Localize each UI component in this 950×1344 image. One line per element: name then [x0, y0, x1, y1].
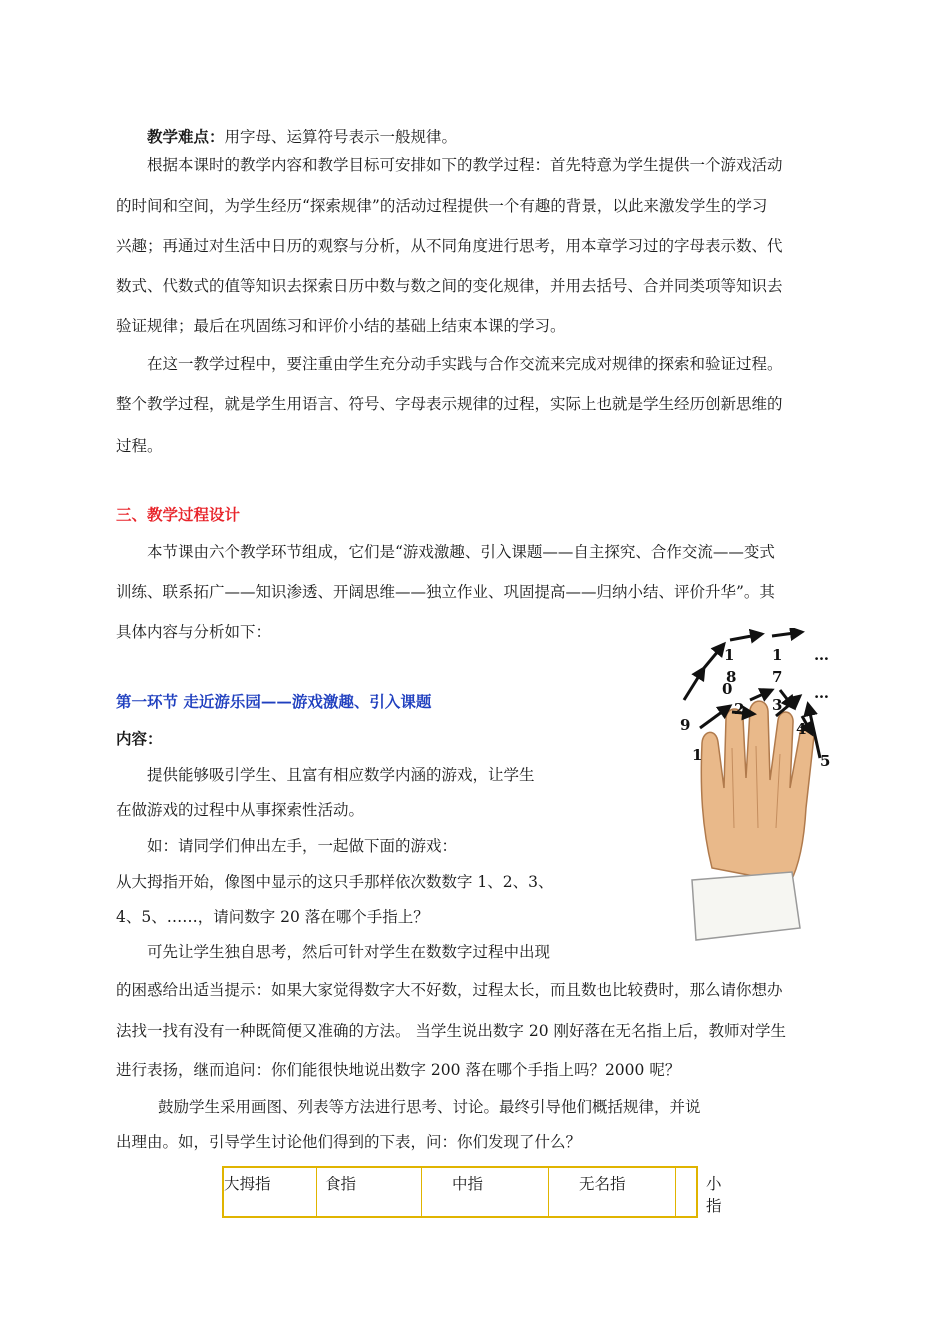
label-1: 1: [724, 646, 735, 664]
para1-line-2: 的时间和空间，为学生经历“探索规律”的活动过程提供一个有趣的背景，以此来激发学生的学习: [116, 197, 768, 215]
para4-line-1: 提供能够吸引学生、且富有相应数学内涵的游戏，让学生: [147, 766, 535, 784]
para4-line-4: 从大拇指开始，像图中显示的这只手那样依次数数字 1、2、3、: [116, 873, 554, 891]
label-3: 1: [772, 646, 783, 664]
table-header-cell: 无名指: [549, 1167, 676, 1217]
label-13: 5: [820, 752, 831, 770]
para4-line-5: 4、5、……，请问数字 20 落在哪个手指上？: [116, 908, 429, 926]
label-9: …: [814, 684, 829, 702]
table-header-cell: 大拇指: [223, 1167, 317, 1217]
table-header-cell: 小指: [676, 1167, 698, 1217]
para5-line-4: 进行表扬，继而追问：你们能很快地说出数字 200 落在哪个手指上吗？2000 呢？: [116, 1061, 681, 1079]
para1-line-4: 数式、代数式的值等知识去探索日历中数与数之间的变化规律，并用去括号、合并同类项等知识去: [116, 277, 783, 295]
para2-line-3: 过程。: [116, 437, 163, 455]
finger-table: [222, 1166, 722, 1218]
label-6: 0: [722, 680, 733, 698]
para1-line-5: 验证规律；最后在巩固练习和评价小结的基础上结束本课的学习。: [116, 317, 566, 335]
para3-line-2: 训练、联系拓广——知识渗透、开阔思维——独立作业、巩固提高——归纳小结、评价升华”。其: [116, 583, 775, 601]
para1-line-1: 根据本课时的教学内容和教学目标可安排如下的教学过程：首先特意为学生提供一个游戏活动: [147, 156, 783, 174]
para2-line-2: 整个教学过程，就是学生用语言、符号、字母表示规律的过程，实际上也就是学生经历创新思维的: [116, 395, 783, 413]
para1-line-3: 兴趣；再通过对生活中日历的观察与分析，从不同角度进行思考，用本章学习过的字母表示数、代: [116, 237, 783, 255]
cuff: [692, 872, 800, 940]
para6-line-2: 出理由。如，引导学生讨论他们得到的下表，问：你们发现了什么？: [116, 1133, 582, 1151]
para5-line-1: 可先让学生独自思考，然后可针对学生在数数字过程中出现: [147, 943, 551, 961]
difficulty-line: [147, 127, 457, 147]
table-header-cell: 中指: [422, 1167, 549, 1217]
label-2: 8: [726, 668, 737, 686]
label-4: 7: [772, 668, 783, 686]
para3-line-3: 具体内容与分析如下：: [116, 623, 272, 641]
difficulty-text: 用字母、运算符号表示一般规律。: [224, 128, 458, 146]
label-12: 1: [692, 746, 703, 764]
stage1-heading: 第一环节 走近游乐园——游戏激趣、引入课题: [116, 692, 432, 711]
label-11: 4: [796, 720, 807, 738]
table-row: [223, 1167, 697, 1217]
para6-line-1: 鼓励学生采用画图、列表等方法进行思考、讨论。最终引导他们概括规律，并说: [158, 1098, 701, 1116]
content-label: 内容：: [116, 729, 163, 748]
section3-heading: 三、教学过程设计: [116, 505, 241, 524]
difficulty-label: 教学难点：: [147, 127, 225, 146]
label-5: …: [814, 646, 829, 664]
para5-line-3: 法找一找有没有一种既简便又准确的方法。 当学生说出数字 20 刚好落在无名指上后，教师对学生: [116, 1022, 787, 1040]
para3-line-1: 本节课由六个教学环节组成，它们是“游戏激趣、引入课题——自主探究、合作交流——变式: [147, 543, 775, 561]
para5-line-2: 的困惑给出适当提示：如果大家觉得数字大不好数，过程太长，而且数也比较费时，那么请你想办: [116, 981, 783, 999]
para4-line-2: 在做游戏的过程中从事探索性活动。: [116, 801, 365, 819]
para2-line-1: 在这一教学过程中，要注重由学生充分动手实践与合作交流来完成对规律的探索和验证过程。: [147, 355, 783, 373]
table-header-cell: 食指: [317, 1167, 422, 1217]
label-10: 9: [680, 716, 691, 734]
label-7: 2: [734, 700, 745, 718]
hand-counting-figure: [672, 628, 862, 944]
label-8: 3: [772, 696, 783, 714]
para4-line-3: 如：请同学们伸出左手，一起做下面的游戏：: [147, 837, 458, 855]
